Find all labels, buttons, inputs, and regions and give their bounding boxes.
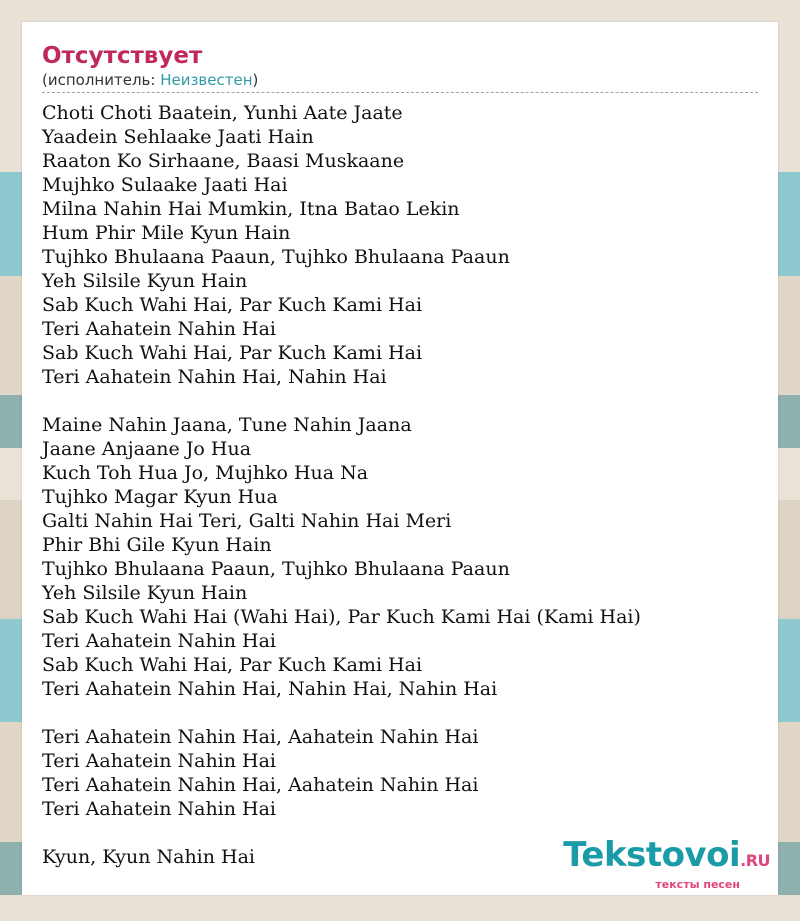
song-title: Отсутствует — [42, 43, 203, 69]
performer-prefix: (исполнитель: — [42, 71, 161, 89]
performer-line — [42, 70, 758, 93]
lyric-line: Kyun, Kyun Nahin Hai — [42, 846, 256, 868]
lyrics-text — [42, 101, 758, 869]
lyric-line: Yeh Silsile Kyun Hain — [42, 582, 248, 604]
lyric-line: Galti Nahin Hai Teri, Galti Nahin Hai Meri — [42, 510, 452, 532]
lyric-line: Kuch Toh Hua Jo, Mujhko Hua Na — [42, 462, 369, 484]
lyric-line: Teri Aahatein Nahin Hai — [42, 630, 277, 652]
lyrics-card — [22, 22, 778, 895]
lyric-line: Yeh Silsile Kyun Hain — [42, 270, 248, 292]
lyric-line: Teri Aahatein Nahin Hai — [42, 750, 277, 772]
stanza-gap — [42, 389, 758, 413]
lyric-line: Mujhko Sulaake Jaati Hai — [42, 174, 288, 196]
lyric-line: Milna Nahin Hai Mumkin, Itna Batao Lekin — [42, 198, 460, 220]
lyric-line: Teri Aahatein Nahin Hai, Aahatein Nahin Hai — [42, 774, 479, 796]
logo-main-text: Tekstovoi — [563, 835, 741, 875]
lyric-line: Phir Bhi Gile Kyun Hain — [42, 534, 272, 556]
lyric-line: Raaton Ko Sirhaane, Baasi Muskaane — [42, 150, 405, 172]
lyric-line: Sab Kuch Wahi Hai, Par Kuch Kami Hai — [42, 294, 423, 316]
logo-tagline: тексты песен — [655, 878, 740, 891]
lyric-line: Sab Kuch Wahi Hai, Par Kuch Kami Hai — [42, 342, 423, 364]
performer-suffix: ) — [252, 71, 259, 89]
logo-wordmark — [563, 837, 770, 879]
lyric-line: Tujhko Bhulaana Paaun, Tujhko Bhulaana Paaun — [42, 558, 510, 580]
lyric-line: Jaane Anjaane Jo Hua — [42, 438, 252, 460]
lyric-line: Teri Aahatein Nahin Hai, Nahin Hai, Nahin Hai — [42, 678, 498, 700]
lyric-line: Sab Kuch Wahi Hai, Par Kuch Kami Hai — [42, 654, 423, 676]
lyric-line: Tujhko Magar Kyun Hua — [42, 486, 278, 508]
lyric-line: Yaadein Sehlaake Jaati Hain — [42, 126, 314, 148]
lyric-line: Tujhko Bhulaana Paaun, Tujhko Bhulaana Paaun — [42, 246, 510, 268]
stanza-gap — [42, 701, 758, 725]
lyric-line: Teri Aahatein Nahin Hai, Aahatein Nahin Hai — [42, 726, 479, 748]
lyric-line: Teri Aahatein Nahin Hai — [42, 798, 277, 820]
lyric-line: Choti Choti Baatein, Yunhi Aate Jaate — [42, 102, 403, 124]
lyric-line: Teri Aahatein Nahin Hai, Nahin Hai — [42, 366, 387, 388]
lyric-line: Hum Phir Mile Kyun Hain — [42, 222, 291, 244]
site-logo[interactable] — [563, 837, 770, 891]
performer-link[interactable]: Неизвестен — [160, 71, 253, 89]
logo-tld: .RU — [740, 851, 770, 870]
lyric-line: Teri Aahatein Nahin Hai — [42, 318, 277, 340]
lyric-line: Maine Nahin Jaana, Tune Nahin Jaana — [42, 414, 412, 436]
lyric-line: Sab Kuch Wahi Hai (Wahi Hai), Par Kuch Kami Hai (Kami Hai) — [42, 606, 641, 628]
